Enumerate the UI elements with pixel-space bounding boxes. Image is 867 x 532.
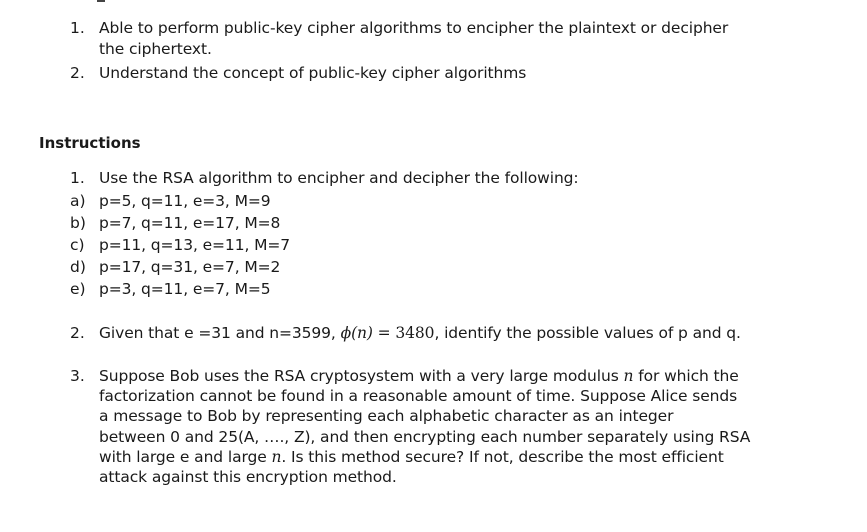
question-3-line-6: attack against this encryption method.: [99, 468, 397, 486]
phi-argument: (n): [351, 324, 373, 342]
question-3-line-1: [99, 366, 739, 386]
question-3-line-3: a message to Bob by representing each alphabetic character as an integer: [99, 407, 674, 425]
q3-modulus-n: n: [623, 367, 634, 385]
q1-item-e-label: e): [70, 280, 86, 298]
question-2-text: [99, 323, 741, 343]
objective-2-number: 2.: [70, 64, 85, 82]
question-1-number: 1.: [70, 169, 85, 187]
q1-item-c: p=11, q=13, e=11, M=7: [99, 236, 291, 254]
objective-1-line-1: Able to perform public-key cipher algorithms to encipher the plaintext or decipher: [99, 19, 729, 37]
top-stub-mark: [97, 0, 105, 2]
q2-text-before: Given that e =31 and n=3599,: [99, 324, 341, 342]
objective-2-line-1: Understand the concept of public-key cipher algorithms: [99, 64, 527, 82]
objective-1-number: 1.: [70, 19, 85, 37]
q1-item-c-label: c): [70, 236, 85, 254]
question-2-number: 2.: [70, 324, 85, 342]
question-3-number: 3.: [70, 367, 85, 385]
q1-item-a-label: a): [70, 192, 86, 210]
question-3-line-4: between 0 and 25(A, …., Z), and then encrypting each number separately using RSA: [99, 428, 751, 446]
q1-item-a: p=5, q=11, e=3, M=9: [99, 192, 271, 210]
q1-item-e: p=3, q=11, e=7, M=5: [99, 280, 271, 298]
phi-symbol: ϕ: [340, 324, 352, 342]
q3-line1-a: Suppose Bob uses the RSA cryptosystem with a very large modulus: [99, 367, 624, 385]
q1-item-b-label: b): [70, 214, 86, 232]
q1-item-b: p=7, q=11, e=17, M=8: [99, 214, 281, 232]
q3-large-n: n: [271, 448, 282, 466]
q1-item-d-label: d): [70, 258, 86, 276]
instructions-heading: Instructions: [39, 134, 141, 152]
q3-line5-a: with large e and large: [99, 448, 272, 466]
q3-line1-b: for which the: [633, 367, 739, 385]
question-3-line-5: [99, 447, 724, 467]
phi-value: = 3480: [372, 324, 435, 342]
objective-1-line-2: the ciphertext.: [99, 40, 212, 58]
question-3-line-2: factorization cannot be found in a reasonable amount of time. Suppose Alice sends: [99, 387, 738, 405]
q2-text-after: , identify the possible values of p and q.: [434, 324, 741, 342]
q3-line5-b: . Is this method secure? If not, describe the most efficient: [281, 448, 724, 466]
q1-item-d: p=17, q=31, e=7, M=2: [99, 258, 281, 276]
question-1-text: Use the RSA algorithm to encipher and decipher the following:: [99, 169, 579, 187]
